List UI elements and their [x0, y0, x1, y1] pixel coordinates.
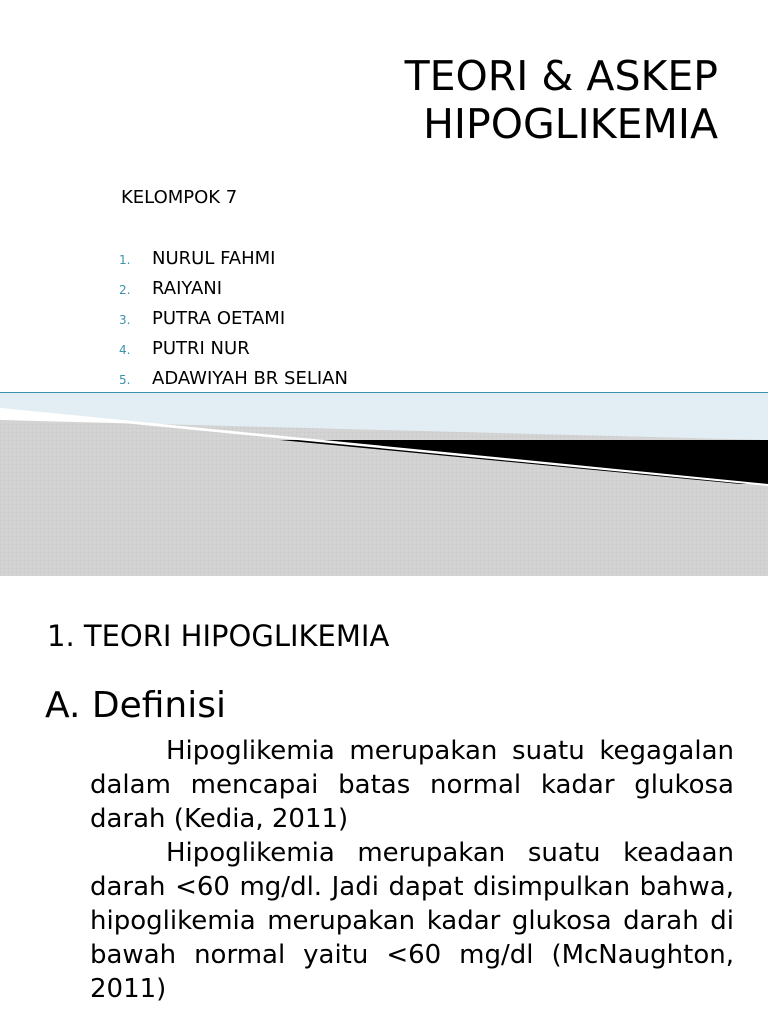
member-name: PUTRI NUR — [152, 338, 250, 359]
list-number: 5. — [119, 373, 131, 387]
member-name: RAIYANI — [152, 278, 223, 299]
paragraph: Hipoglikemia merupakan suatu keadaan darah <60 mg/dl. Jadi dapat disimpulkan bahwa, hipoglikemia merupakan kadar glukosa darah di bawah normal yaitu <60 mg/dl (McNaughton, 2011) — [90, 838, 734, 1004]
list-item — [119, 336, 348, 366]
list-item — [119, 276, 348, 306]
title-line-1: TEORI & ASKEP — [404, 52, 718, 100]
group-label: KELOMPOK 7 — [121, 187, 238, 208]
list-number: 4. — [119, 343, 131, 357]
section-title: 1. TEORI HIPOGLIKEMIA — [47, 619, 390, 653]
blue-line — [0, 392, 768, 393]
list-item — [119, 306, 348, 336]
slide-title-heading — [405, 52, 718, 148]
title-line-2: HIPOGLIKEMIA — [423, 100, 718, 148]
definition-text — [90, 734, 734, 1006]
member-name: PUTRA OETAMI — [152, 308, 286, 329]
slide-definition — [0, 576, 768, 1024]
paragraph: Hipoglikemia merupakan suatu kegagalan dalam mencapai batas normal kadar glukosa darah (Kedia, 2011) — [90, 736, 734, 834]
list-number: 2. — [119, 283, 131, 297]
list-item — [119, 246, 348, 276]
member-name: NURUL FAHMI — [152, 248, 276, 269]
list-number: 3. — [119, 313, 131, 327]
decorative-stripes — [0, 380, 768, 576]
member-name: ADAWIYAH BR SELIAN — [152, 368, 348, 389]
list-number: 1. — [119, 253, 131, 267]
subheading: A. Definisi — [45, 685, 227, 726]
